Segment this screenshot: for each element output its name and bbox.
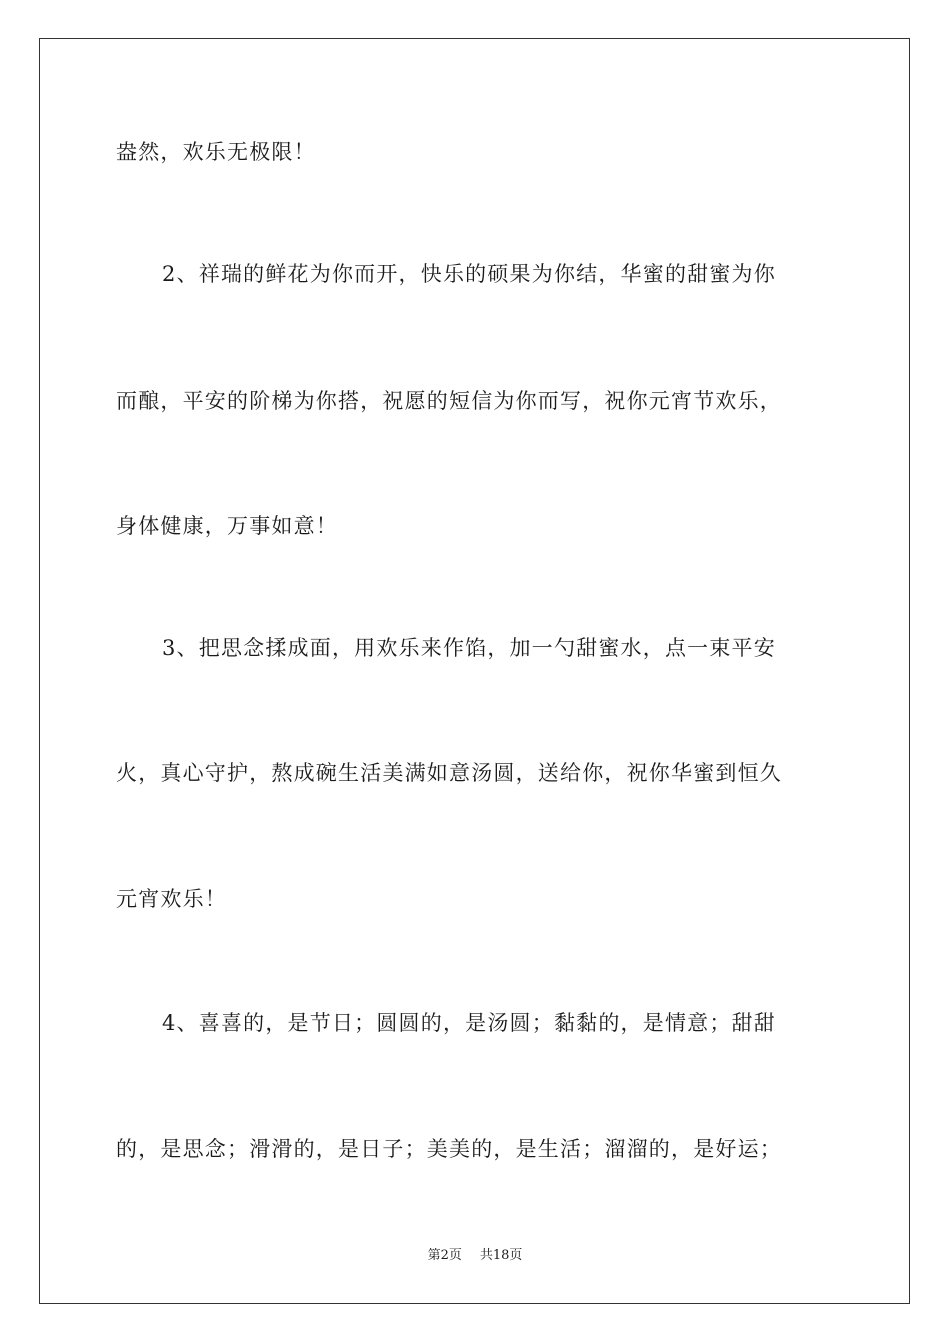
total-pages: 共18页 [479, 1248, 523, 1263]
text-line: 的，是思念；滑滑的，是日子；美美的，是生活；溜溜的，是好运； [116, 1137, 782, 1161]
page-number: 第2页 [427, 1248, 462, 1263]
text-line: 元宵欢乐！ [116, 887, 227, 911]
page-border [39, 38, 910, 1304]
page-footer [0, 1248, 950, 1264]
text-line: 盎然，欢乐无极限！ [116, 140, 316, 164]
text-line: 身体健康，万事如意！ [116, 514, 338, 538]
text-line: 火，真心守护，熬成碗生活美满如意汤圆，送给你，祝你华蜜到恒久 [116, 761, 782, 785]
text-line: 3、把思念揉成面，用欢乐来作馅，加一勺甜蜜水，点一束平安 [162, 636, 776, 660]
text-line: 而酿，平安的阶梯为你搭，祝愿的短信为你而写，祝你元宵节欢乐， [116, 389, 782, 413]
text-line: 2、祥瑞的鲜花为你而开，快乐的硕果为你结，华蜜的甜蜜为你 [162, 262, 776, 286]
text-line: 4、喜喜的，是节日；圆圆的，是汤圆；黏黏的，是情意；甜甜 [162, 1011, 776, 1035]
